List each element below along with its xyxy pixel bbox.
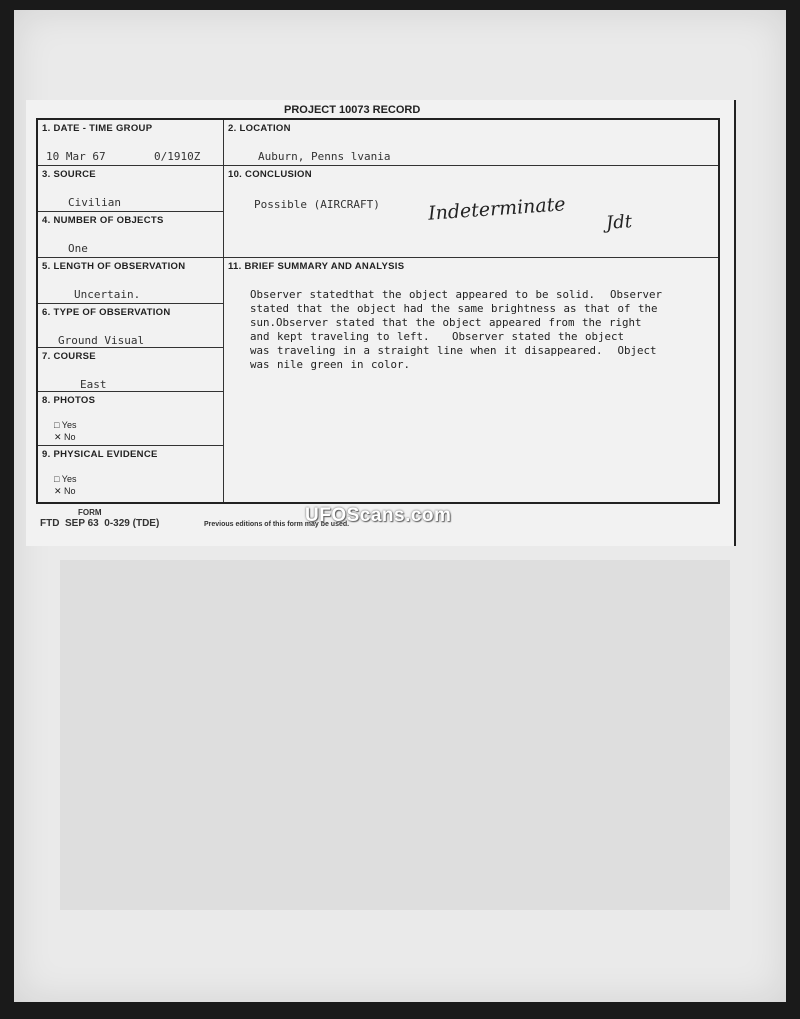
photos-yes-label: Yes <box>61 420 77 430</box>
course-value: East <box>80 378 107 391</box>
objects-label: 4. NUMBER OF OBJECTS <box>42 215 164 226</box>
photos-label: 8. PHOTOS <box>42 395 96 406</box>
conclusion-cell <box>224 166 718 258</box>
source-value: Civilian <box>68 196 121 209</box>
physical-evidence-cell <box>38 446 224 502</box>
physical-evidence-label: 9. PHYSICAL EVIDENCE <box>42 449 158 460</box>
conclusion-label: 10. CONCLUSION <box>228 169 312 180</box>
length-label: 5. LENGTH OF OBSERVATION <box>42 261 186 272</box>
handwritten-conclusion: Indeterminate <box>427 193 567 225</box>
objects-value: One <box>68 242 88 255</box>
location-cell <box>224 120 718 166</box>
type-obs-cell <box>38 304 224 348</box>
objects-cell <box>38 212 224 258</box>
bleed-through-area <box>60 560 730 910</box>
summary-cell <box>224 258 718 502</box>
photos-yes-box: □ Yes <box>54 420 77 430</box>
type-obs-label: 6. TYPE OF OBSERVATION <box>42 307 171 318</box>
photos-no-label: No <box>64 432 76 442</box>
summary-text: Observer statedthat the object appeared to be solid. Observer stated that the object had the same brightness as that of the sun.Observer stated that the object appeared from the right and kept traveling to left. Observer stated the object was traveling in a straight line when it disappeared. Object was nile green in color. <box>250 288 663 371</box>
summary-label: 11. BRIEF SUMMARY AND ANALYSIS <box>228 261 405 272</box>
type-obs-value: Ground Visual <box>58 334 145 347</box>
course-label: 7. COURSE <box>42 351 96 362</box>
photos-cell <box>38 392 224 446</box>
conclusion-value: Possible (AIRCRAFT) <box>254 198 380 211</box>
physical-yes-label: Yes <box>61 474 77 484</box>
physical-no-label: No <box>64 486 76 496</box>
time-value: 0/1910Z <box>154 150 201 163</box>
page-title: PROJECT 10073 RECORD <box>284 104 421 116</box>
record-form <box>36 118 720 504</box>
form-note: Previous editions of this form may be used. <box>204 521 350 528</box>
physical-no-box: ✕ No <box>54 486 76 496</box>
physical-yes-box: □ Yes <box>54 474 77 484</box>
course-cell <box>38 348 224 392</box>
form-id: FTD SEP 63 0-329 (TDE) <box>40 518 160 529</box>
photos-no-box: ✕ No <box>54 432 76 442</box>
length-cell <box>38 258 224 304</box>
handwritten-initials: Jdt <box>605 211 633 234</box>
date-value: 10 Mar 67 <box>46 150 106 163</box>
source-cell <box>38 166 224 212</box>
date-time-label: 1. DATE - TIME GROUP <box>42 123 153 134</box>
form-word: FORM <box>78 508 102 517</box>
date-time-cell <box>38 120 224 166</box>
location-label: 2. LOCATION <box>228 123 291 134</box>
length-value: Uncertain. <box>74 288 141 301</box>
source-label: 3. SOURCE <box>42 169 96 180</box>
location-value: Auburn, Penns lvania <box>258 150 391 163</box>
watermark-logo: UFOScans.com <box>305 505 452 526</box>
